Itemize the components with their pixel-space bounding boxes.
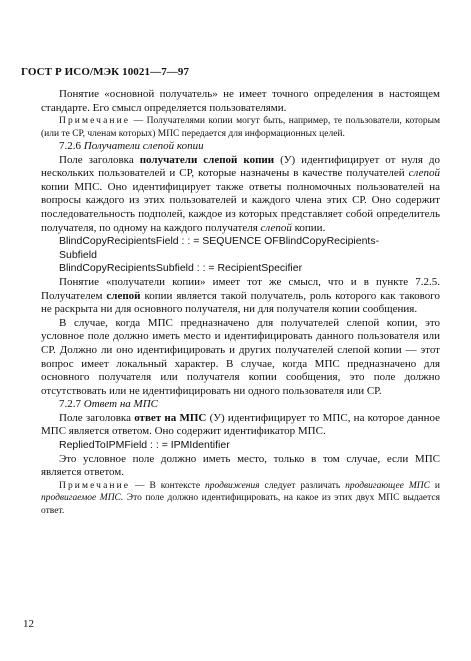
text-run: (У) идентифицирует то МПС, на которое данное МПС является ответом. Оно содержит идентификатор МПС. xyxy=(41,411,440,438)
section-heading-7-2-6 xyxy=(41,140,440,154)
code-line: RepliedToIPMField : : = IPMIdentifier xyxy=(59,439,230,452)
bold-term: слепой xyxy=(106,289,141,302)
text-run: следует различать xyxy=(259,480,346,491)
code-line: BlindCopyRecipientsField : : = SEQUENCE OFBlindCopyRecipients- xyxy=(59,235,380,248)
text-run: копии. xyxy=(291,221,326,234)
paragraph xyxy=(41,412,440,439)
italic-term: слепой xyxy=(408,167,440,180)
bold-term: получатели слепой копии xyxy=(139,153,275,166)
italic-term: продвигающее МПС xyxy=(345,480,430,491)
note-label: Примечание xyxy=(59,116,131,127)
paragraph: В случае, когда МПС предназначено для получателей слепой копии, это условное поле должно иметь место и идентифицировать данного пользователя или СР. Должно ли оно идентифицировать и других получателей слепой копии — этот вопрос имеет локальный характер. В случае, когда МПС предназначено для основного получателя или получателя копии сообщения, это поле должно отсутствовать или не идентифицировать ни одного пользователя или СР. xyxy=(41,316,440,397)
section-title: Ответ на МПС xyxy=(83,398,158,411)
paragraph: Понятие «основной получатель» не имеет точного определения в настоящем стандарте. Его смысл определяется пользователями. xyxy=(41,88,440,114)
text-run: Поле заголовка xyxy=(59,411,135,424)
italic-term: слепой xyxy=(260,221,292,234)
document-body xyxy=(41,88,440,517)
document-header: ГОСТ Р ИСО/МЭК 10021—7—97 xyxy=(21,66,190,78)
section-number: 7.2.6 xyxy=(59,140,84,152)
paragraph: Это условное поле должно иметь место, только в том случае, если МПС является ответом. xyxy=(41,452,440,479)
note-text: — Получателями копии могут быть, например, те пользователи, которым (или те СР, членам которых) МПС передается для информационных целей. xyxy=(41,116,440,139)
paragraph xyxy=(41,276,440,317)
text-run: копии МПС. Оно идентифицирует также ответы полномочных пользователей на вопросы каждого из этих пользователей и каждого члена этих СР. Оно содержит последовательность подполей, каждое из которых представляет собой определитель получателя, по одному на каждого получателя xyxy=(41,180,440,234)
section-title: Получатели слепой копии xyxy=(83,140,204,152)
note-label: Примечание xyxy=(59,480,131,491)
code-line: Subfield xyxy=(59,248,97,261)
italic-term: продвигаемое МПС. xyxy=(41,493,124,504)
italic-term: продвижения xyxy=(204,480,260,491)
text-run: Это поле должно идентифицировать, на какое из этих двух МПС выдается ответ. xyxy=(41,493,441,516)
text-run: (У) идентифицирует от нуля до нескольких пользователей и СР, которые назначены в качестве получателей xyxy=(41,153,440,180)
note-paragraph xyxy=(41,115,440,140)
text-run: Понятие «получатели копии» имеет тот же смысл, что и в пункте 7.2.5. Получателем xyxy=(41,275,440,302)
text-run: копии является такой получатель, роль которого как такового не раскрыта ни для основного получателя, ни для получателя копии сообщения. xyxy=(41,289,440,316)
note-paragraph xyxy=(41,480,440,517)
section-heading-7-2-7 xyxy=(41,398,440,412)
page-number: 12 xyxy=(23,618,34,630)
text-run: Поле заголовка xyxy=(59,153,140,166)
paragraph xyxy=(41,154,440,236)
section-number: 7.2.7 xyxy=(59,398,84,411)
text-run: — В контексте xyxy=(130,480,205,491)
code-line: BlindCopyRecipientsSubfield : : = RecipientSpecifier xyxy=(59,262,303,275)
bold-term: ответ на МПС xyxy=(134,411,207,424)
text-run: и xyxy=(429,480,440,491)
